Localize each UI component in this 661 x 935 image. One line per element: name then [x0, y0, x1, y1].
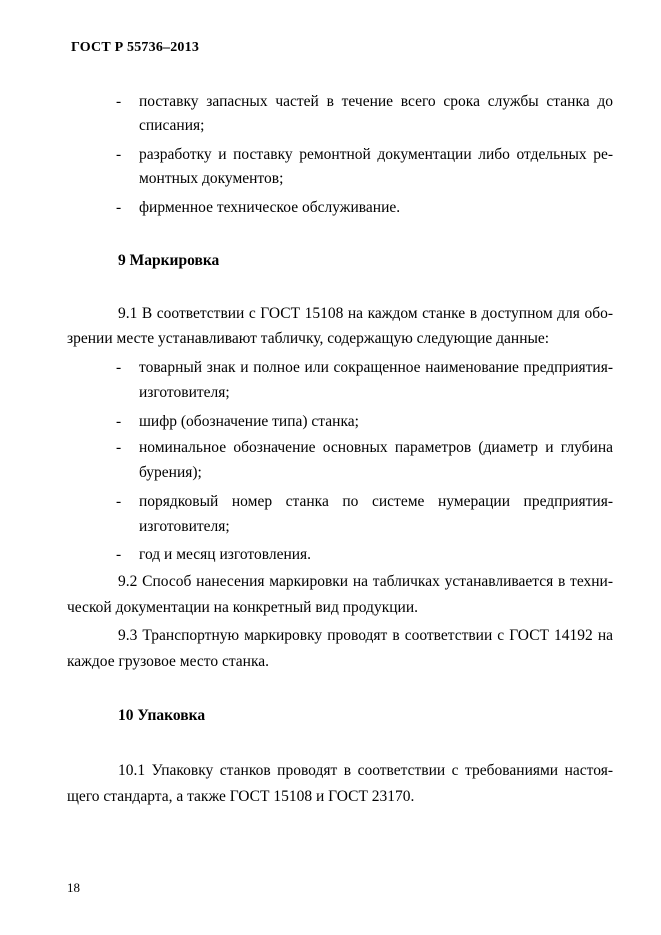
list-item-text: изготовителя;	[139, 518, 230, 535]
paragraph-line: каждое грузовое место станка.	[67, 653, 270, 670]
list-item-text: монтных документов;	[139, 170, 284, 187]
list-dash: -	[116, 546, 122, 563]
list-dash: -	[116, 413, 122, 430]
list-dash: -	[116, 146, 122, 163]
list-item-text: год и месяц изготовления.	[139, 546, 312, 563]
paragraph-line: 10.1 Упаковку станков проводят в соответствии с требованиями настоя-	[118, 762, 613, 779]
list-item-text: разработку и поставку ремонтной документации либо отдельных ре-	[139, 146, 613, 163]
list-dash: -	[116, 93, 122, 110]
list-item-text: товарный знак и полное или сокращенное наименование предприятия-	[139, 359, 613, 376]
paragraph-line: 9.2 Способ нанесения маркировки на табличках устанавливается в техни-	[118, 573, 613, 590]
paragraph-line: 9.3 Транспортную маркировку проводят в соответствии с ГОСТ 14192 на	[118, 627, 613, 644]
list-item-text: номинальное обозначение основных параметров (диаметр и глубина	[139, 439, 613, 456]
list-item-text: порядковый номер станка по системе нумерации предприятия-	[139, 493, 613, 510]
list-dash: -	[116, 439, 122, 456]
list-dash: -	[116, 199, 122, 216]
paragraph-line: 9.1 В соответствии с ГОСТ 15108 на каждом станке в доступном для обо-	[118, 305, 613, 322]
section-heading-packaging: 10 Упаковка	[118, 707, 206, 724]
paragraph-line: зрении месте устанавливают табличку, содержащую следующие данные:	[67, 330, 550, 347]
list-item-text: поставку запасных частей в течение всего срока службы станка до	[139, 93, 613, 110]
list-item-text: шифр (обозначение типа) станка;	[139, 413, 359, 430]
list-item-text: бурения);	[139, 464, 202, 481]
section-heading-marking: 9 Маркировка	[118, 252, 220, 269]
list-item-text: изготовителя;	[139, 384, 230, 401]
paragraph-line: щего стандарта, а также ГОСТ 15108 и ГОСТ 23170.	[67, 788, 415, 805]
page-number: 18	[67, 880, 80, 895]
list-dash: -	[116, 359, 122, 376]
document-header: ГОСТ Р 55736–2013	[71, 40, 200, 55]
list-dash: -	[116, 493, 122, 510]
list-item-text: списания;	[139, 117, 205, 134]
paragraph-line: ческой документации на конкретный вид продукции.	[67, 599, 418, 616]
list-item-text: фирменное техническое обслуживание.	[139, 199, 401, 216]
